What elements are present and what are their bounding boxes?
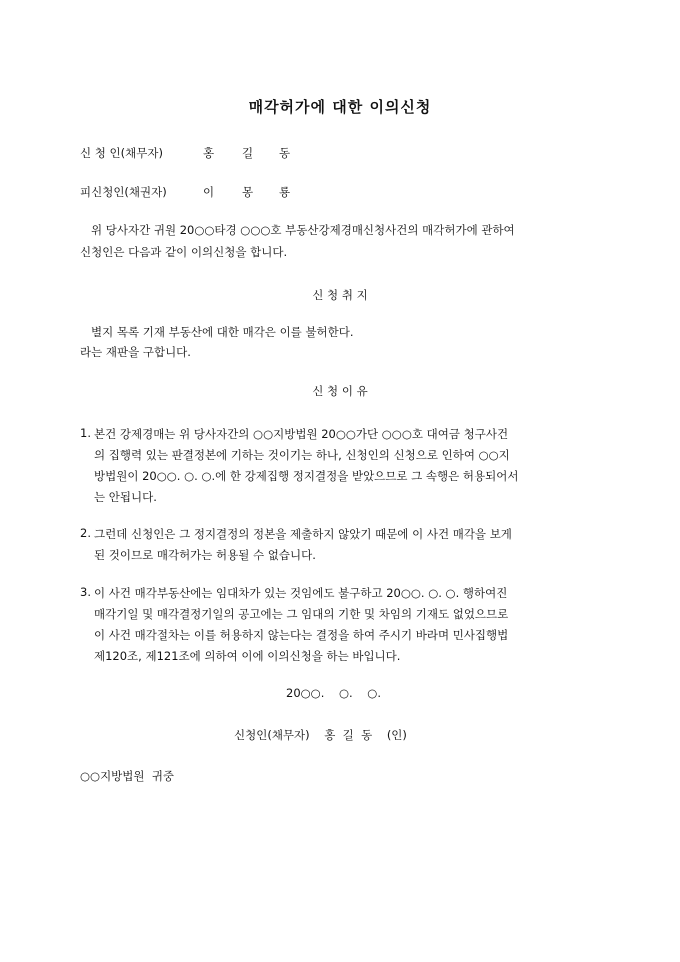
reason-1-line-4: 는 안됩니다.	[94, 490, 157, 504]
respondent-name-2: 몽	[242, 185, 254, 199]
document-title: 매각허가에 대한 이의신청	[248, 98, 432, 116]
reason-1-number: 1.	[80, 426, 91, 440]
filing-date: 20○○. ○. ○.	[286, 686, 381, 700]
intro-line-2: 신청인은 다음과 같이 이의신청을 합니다.	[80, 245, 288, 259]
respondent-name-1: 이	[203, 185, 215, 199]
applicant-label: 신 청 인(채무자)	[80, 146, 163, 160]
reason-3-number: 3.	[80, 585, 91, 599]
reason-1-line-1: 본건 강제경매는 위 당사자간의 ○○지방법원 20○○가단 ○○○호 대여금 청구사건	[94, 427, 509, 441]
section-heading-reasons: 신 청 이 유	[312, 384, 368, 398]
reason-1-line-2: 의 집행력 있는 판결정본에 기하는 것이기는 하나, 신청인의 신청으로 인하여 ○○지	[94, 448, 510, 462]
respondent-name-3: 룡	[279, 185, 291, 199]
section-heading-purpose: 신 청 취 지	[312, 288, 368, 302]
reason-1-line-3: 방법원이 20○○. ○. ○.에 한 강제집행 정지결정을 받았으므로 그 속행은 허용되어서	[94, 469, 519, 483]
applicant-name-2: 길	[242, 146, 254, 160]
applicant-name-3: 동	[279, 146, 291, 160]
signature-line: 신청인(채무자) 홍 길 동 (인)	[234, 728, 407, 742]
reason-2-line-1: 그런데 신청인은 그 정지결정의 정본을 제출하지 않았기 때문에 이 사건 매각을 보게	[94, 527, 512, 541]
reason-3-line-4: 제120조, 제121조에 의하여 이에 이의신청을 하는 바입니다.	[94, 649, 401, 663]
respondent-label: 피신청인(채권자)	[80, 185, 167, 199]
reason-3-line-1: 이 사건 매각부동산에는 임대차가 있는 것임에도 불구하고 20○○. ○. ○. 행하여진	[94, 586, 508, 600]
reason-2-number: 2.	[80, 526, 91, 540]
applicant-name-1: 홍	[203, 146, 215, 160]
intro-line-1: 위 당사자간 귀원 20○○타경 ○○○호 부동산강제경매신청사건의 매각허가에 관하여	[91, 223, 515, 237]
reason-2-line-2: 된 것이므로 매각허가는 허용될 수 없습니다.	[94, 548, 316, 562]
reason-3-line-3: 이 사건 매각절차는 이를 허용하지 않는다는 결정을 하여 주시기 바라며 민사집행법	[94, 628, 509, 642]
purpose-line-2: 라는 재판을 구합니다.	[80, 345, 191, 359]
addressee: ○○지방법원 귀중	[80, 769, 175, 783]
purpose-line-1: 별지 목록 기재 부동산에 대한 매각은 이를 불허한다.	[91, 325, 354, 339]
reason-3-line-2: 매각기일 및 매각결정기일의 공고에는 그 임대의 기한 및 차임의 기재도 없었으므로	[94, 607, 509, 621]
